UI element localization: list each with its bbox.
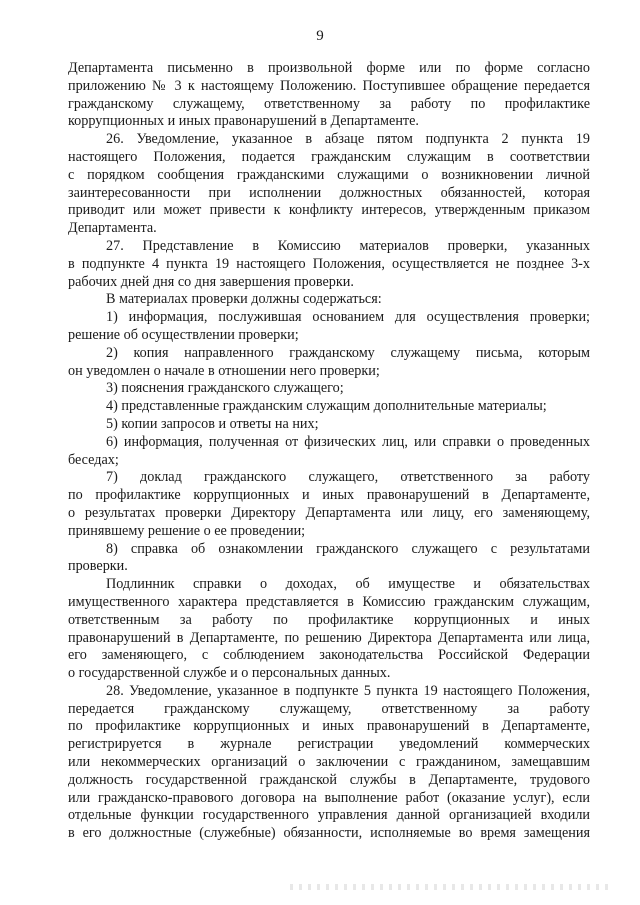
text-line: 28. Уведомление, указанное в подпункте 5 пункта 19 настоящего Положения, — [106, 682, 590, 699]
text-line: коррупционных и иных правонарушений в Департаменте. — [68, 113, 419, 130]
text-line: беседах; — [68, 451, 119, 468]
text-line: о результатах проверки Директору Департамента или лицу, его заменяющему, — [68, 504, 590, 521]
text-line: принявшему решение о ее проведении; — [68, 522, 306, 539]
text-line: проверки. — [68, 558, 128, 575]
text-line: 4) представленные гражданским служащим дополнительные материалы; — [106, 398, 547, 415]
text-line: имущественного характера представляется в Комиссию гражданским служащим, — [68, 593, 590, 610]
text-line: 3) пояснения гражданского служащего; — [106, 380, 344, 397]
text-line: 1) информация, послужившая основанием для осуществления проверки; — [106, 309, 590, 326]
text-line: заинтересованности при исполнении должностных обязанностей, которая — [68, 184, 590, 201]
page-number: 9 — [316, 28, 324, 44]
text-line: он уведомлен о начале в отношении него проверки; — [68, 362, 380, 379]
text-line: или некоммерческих организаций о заключении с гражданином, замещавшим — [68, 754, 590, 771]
text-line: приводит или может привести к конфликту интересов, утвержденным приказом — [68, 202, 590, 219]
text-line: правонарушений в Департаменте, по решению Директора Департамента или лица, — [68, 629, 590, 646]
text-line: по профилактике коррупционных и иных правонарушений в Департаменте, — [68, 487, 590, 504]
text-line: передается гражданскому служащему, ответственному за работу — [68, 700, 590, 717]
text-line: Подлинник справки о доходах, об имуществе и обязательствах — [106, 576, 590, 593]
text-line: 5) копии запросов и ответы на них; — [106, 415, 319, 432]
text-line: Департамента письменно в произвольной форме или по форме согласно — [68, 60, 590, 76]
document-body — [68, 60, 590, 843]
text-line: 7) доклад гражданского служащего, ответственного за работу — [106, 469, 590, 486]
text-line: настоящего Положения, подается гражданским служащим в соответствии — [68, 148, 590, 165]
text-line: 6) информация, полученная от физических лиц, или справки о проведенных — [106, 433, 590, 450]
text-line: отдельные функции государственного управления данной организацией входили — [68, 807, 590, 824]
text-line: его заменяющего, с соблюдением законодательства Российской Федерации — [68, 647, 590, 664]
text-line: приложению № 3 к настоящему Положению. Поступившее обращение передается — [68, 77, 590, 94]
text-line: 26. Уведомление, указанное в абзаце пятом подпункта 2 пункта 19 — [106, 131, 590, 148]
text-line: гражданскому служащему, ответственному за работу по профилактике — [68, 95, 590, 112]
text-line: ответственным за работу по профилактике коррупционных и иных — [68, 611, 590, 628]
text-line: рабочих дней дня со дня завершения проверки. — [68, 273, 354, 290]
text-line: должность государственной гражданской службы в Департаменте, трудового — [68, 771, 590, 788]
text-line: о государственной службе и о персональных данных. — [68, 665, 391, 682]
text-line: с порядком сообщения гражданскими служащими о возникновении личной — [68, 166, 590, 183]
text-line: 8) справка об ознакомлении гражданского служащего с результатами — [106, 540, 590, 557]
scan-artifact — [290, 884, 610, 890]
text-line: 2) копия направленного гражданскому служащему письма, которым — [106, 344, 590, 361]
text-line: в его должностные (служебные) обязанности, исполняемые во время замещения — [68, 825, 590, 842]
text-line: 27. Представление в Комиссию материалов проверки, указанных — [106, 237, 590, 254]
text-line: по профилактике коррупционных и иных правонарушений в Департаменте, — [68, 718, 590, 735]
text-line: в подпункте 4 пункта 19 настоящего Положения, осуществляется не позднее 3-х — [68, 255, 590, 272]
text-line: регистрируется в журнале регистрации уведомлений коммерческих — [68, 736, 590, 753]
text-line: или гражданско-правового договора на выполнение работ (оказание услуг), если — [68, 789, 590, 806]
text-line: решение об осуществлении проверки; — [68, 326, 299, 343]
text-line: В материалах проверки должны содержаться: — [106, 291, 382, 308]
text-line: Департамента. — [68, 220, 157, 237]
